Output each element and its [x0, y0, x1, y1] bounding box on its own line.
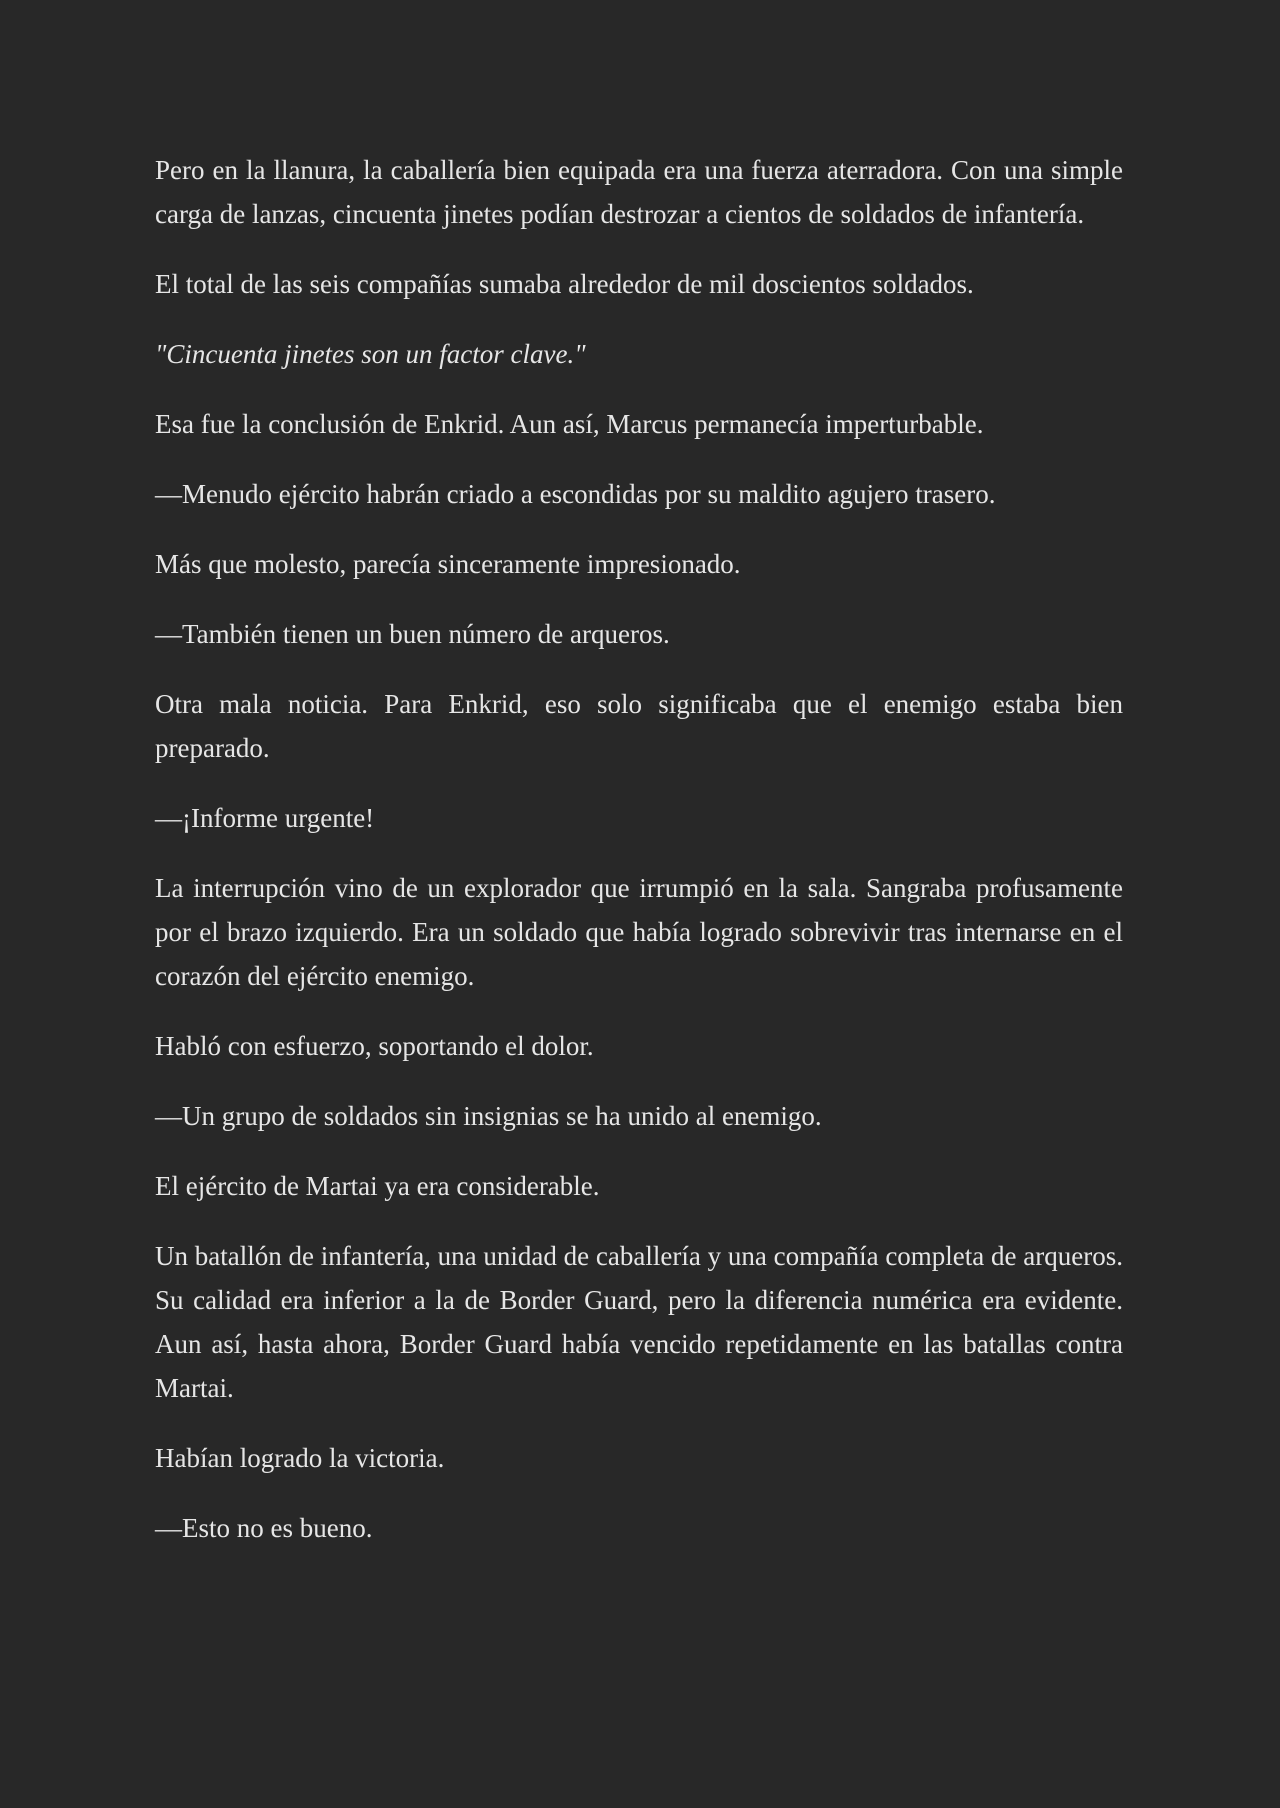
paragraph: El total de las seis compañías sumaba alrededor de mil doscientos soldados.: [155, 269, 974, 299]
paragraph: Otra mala noticia. Para Enkrid, eso solo significaba que el enemigo estaba bien preparado.: [155, 689, 1123, 763]
paragraph-dialogue: —¡Informe urgente!: [155, 803, 375, 833]
paragraph-dialogue: —Un grupo de soldados sin insignias se ha unido al enemigo.: [155, 1101, 822, 1131]
paragraph: La interrupción vino de un explorador que irrumpió en la sala. Sangraba profusamente por el brazo izquierdo. Era un soldado que había logrado sobrevivir tras internarse en el corazón del ejército enemigo.: [155, 873, 1123, 991]
paragraph: El ejército de Martai ya era considerable.: [155, 1171, 600, 1201]
paragraph: Más que molesto, parecía sinceramente impresionado.: [155, 549, 741, 579]
paragraph: Habló con esfuerzo, soportando el dolor.: [155, 1031, 594, 1061]
paragraph-dialogue: —También tienen un buen número de arqueros.: [155, 619, 670, 649]
paragraph: Pero en la llanura, la caballería bien equipada era una fuerza aterradora. Con una simple carga de lanzas, cincuenta jinetes podían destrozar a cientos de soldados de infantería.: [155, 155, 1123, 229]
paragraph-thought: "Cincuenta jinetes son un factor clave.": [155, 339, 586, 369]
paragraph: Habían logrado la victoria.: [155, 1443, 445, 1473]
paragraph-dialogue: —Esto no es bueno.: [155, 1513, 373, 1543]
paragraph: Esa fue la conclusión de Enkrid. Aun así, Marcus permanecía imperturbable.: [155, 409, 984, 439]
paragraph: Un batallón de infantería, una unidad de caballería y una compañía completa de arqueros. Su calidad era inferior a la de Border Guard, pero la diferencia numérica era evidente. Aun así, hasta ahora, Border Guard había vencido repetidamente en las batallas contra Martai.: [155, 1241, 1123, 1403]
reader-page: [155, 148, 1123, 1576]
paragraph-dialogue: —Menudo ejército habrán criado a escondidas por su maldito agujero trasero.: [155, 479, 996, 509]
